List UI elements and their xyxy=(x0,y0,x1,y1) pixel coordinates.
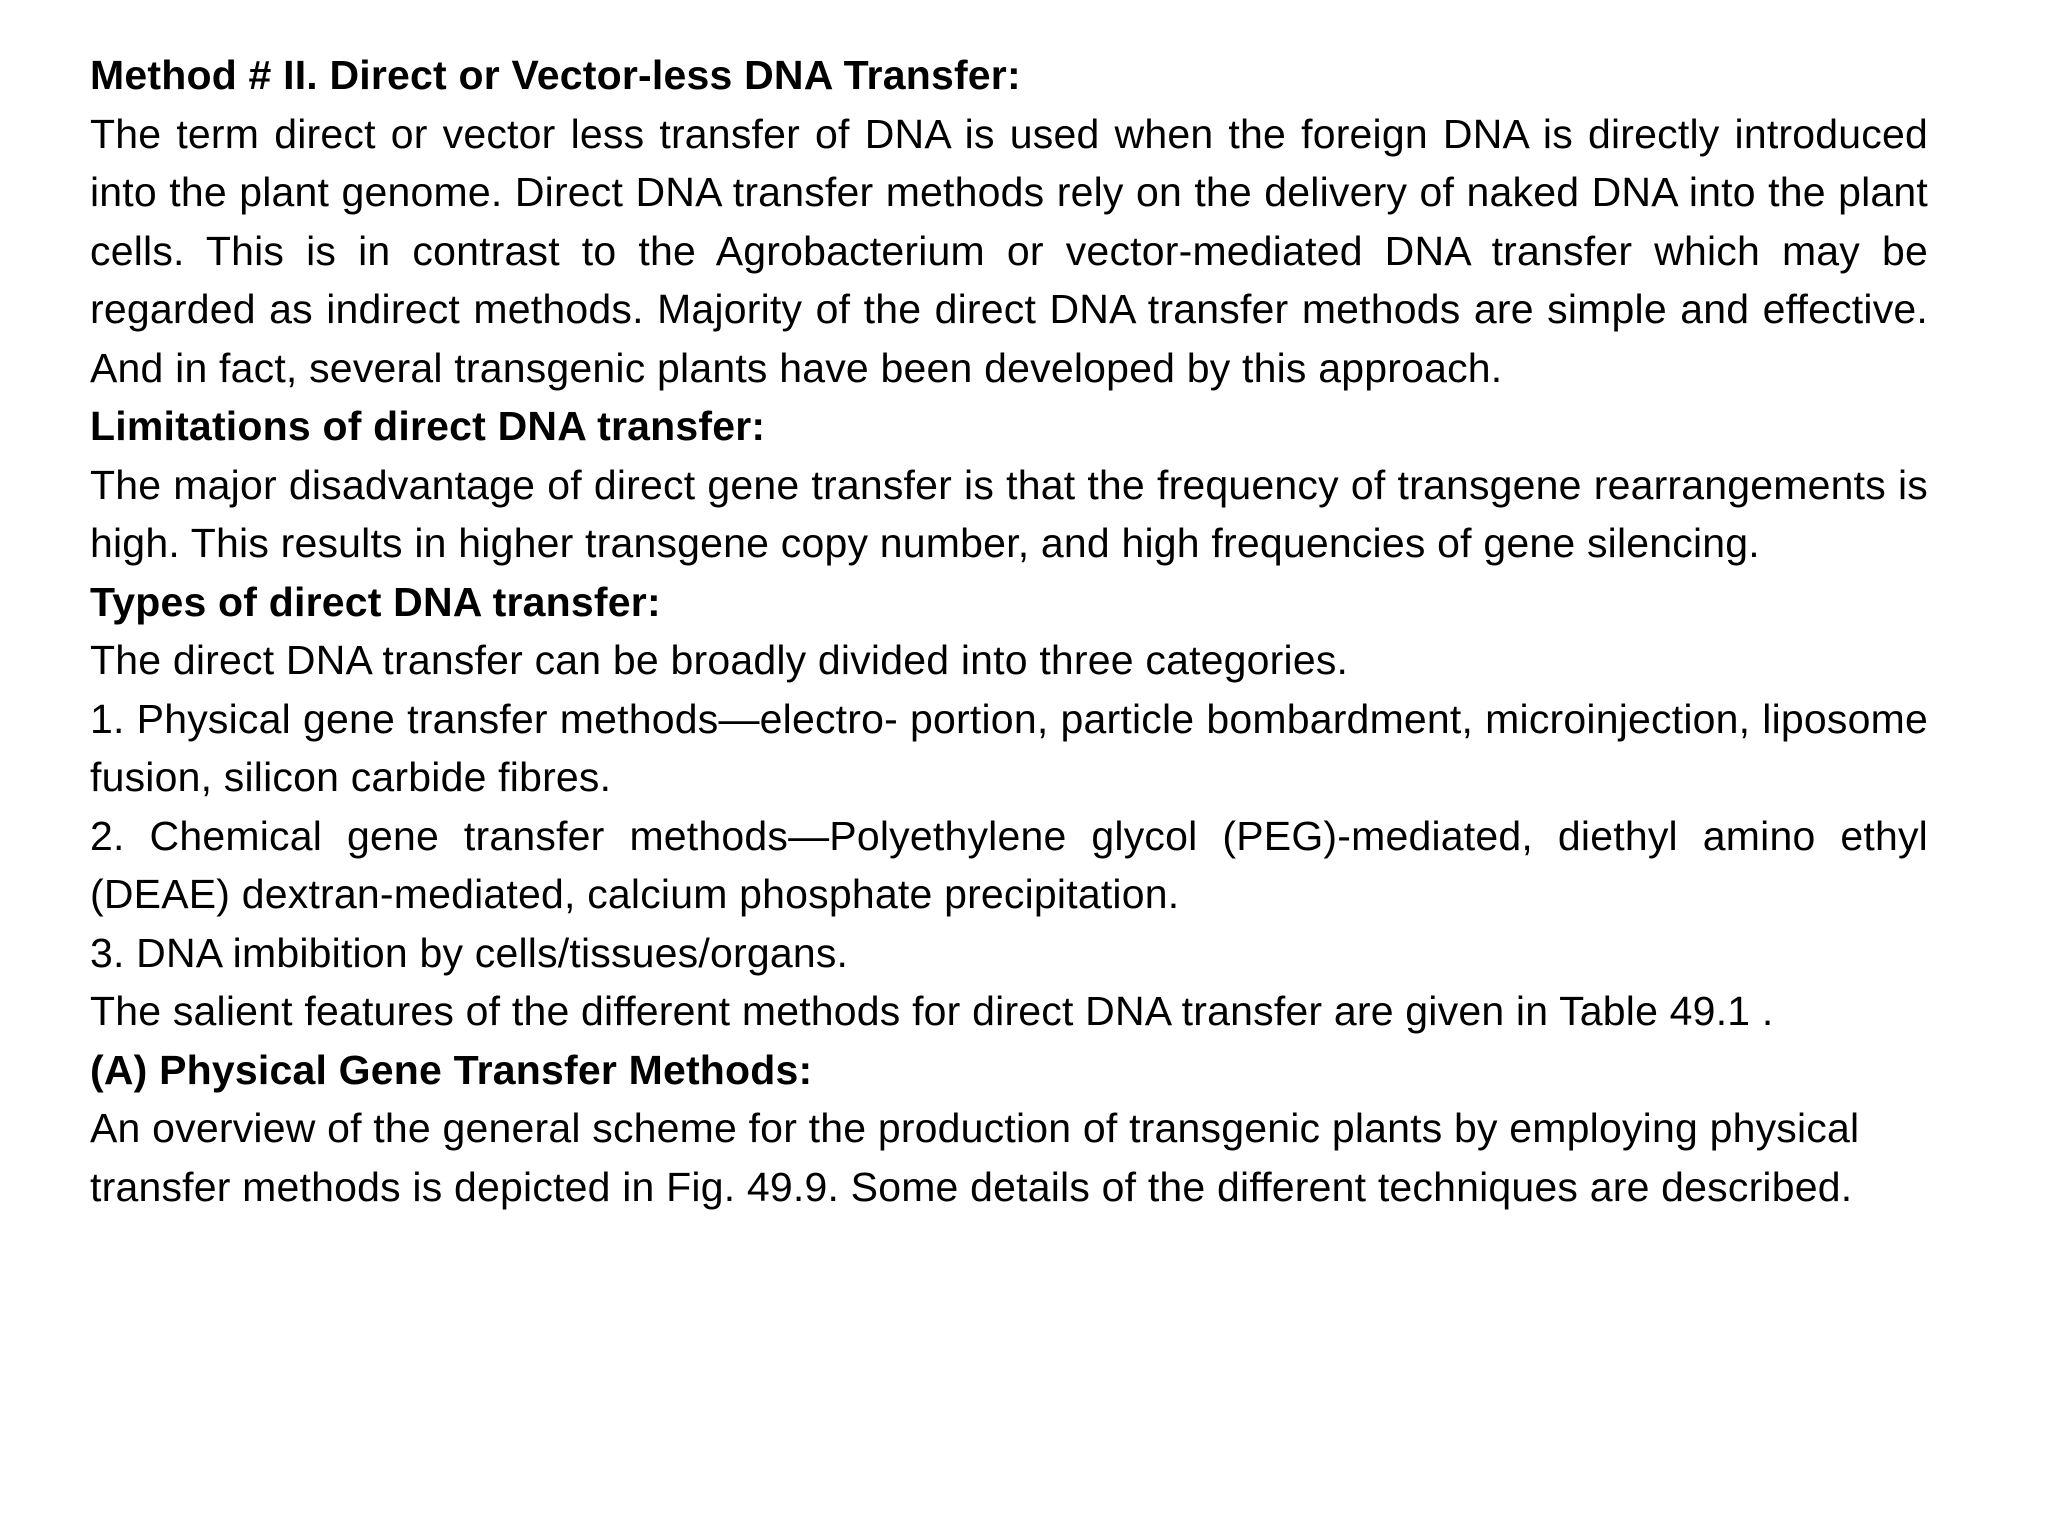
limitations-paragraph: The major disadvantage of direct gene transfer is that the frequency of transgene rearrangements is high. This results in higher transgene copy number, and high frequencies of gene silencing. xyxy=(90,461,1928,566)
types-item-chemical: 2. Chemical gene transfer methods—Polyethylene glycol (PEG)-mediated, diethyl amino ethyl (DEAE) dextran-mediated, calcium phosphate precipitation. xyxy=(90,812,1928,917)
method-heading: Method # II. Direct or Vector-less DNA Transfer: xyxy=(90,52,1021,98)
types-item-physical: 1. Physical gene transfer methods—electro- portion, particle bombardment, microinjection, liposome fusion, silicon carbide fibres. xyxy=(90,695,1928,800)
limitations-heading: Limitations of direct DNA transfer: xyxy=(90,403,766,449)
types-item-imbibition: 3. DNA imbibition by cells/tissues/organs. xyxy=(90,929,849,976)
physical-methods-paragraph: An overview of the general scheme for the production of transgenic plants by employing physical transfer methods is depicted in Fig. 49.9. Some details of the different techniques are described. xyxy=(90,1105,1860,1210)
slide-content xyxy=(90,46,1928,1216)
types-heading: Types of direct DNA transfer: xyxy=(90,578,661,625)
physical-methods-heading: (A) Physical Gene Transfer Methods: xyxy=(90,1046,813,1093)
intro-paragraph: The term direct or vector less transfer of DNA is used when the foreign DNA is directly introduced into the plant genome. Direct DNA transfer methods rely on the delivery of naked DNA into the plant cells. This is in contrast to the Agrobacterium or vector-mediated DNA transfer which may be regarded as indirect methods. Majority of the direct DNA transfer methods are simple and effective. And in fact, several transgenic plants have been developed by this approach. xyxy=(90,110,1928,391)
table-reference: The salient features of the different methods for direct DNA transfer are given in Table 49.1 . xyxy=(90,988,1774,1034)
types-intro: The direct DNA transfer can be broadly divided into three categories. xyxy=(90,637,1349,683)
